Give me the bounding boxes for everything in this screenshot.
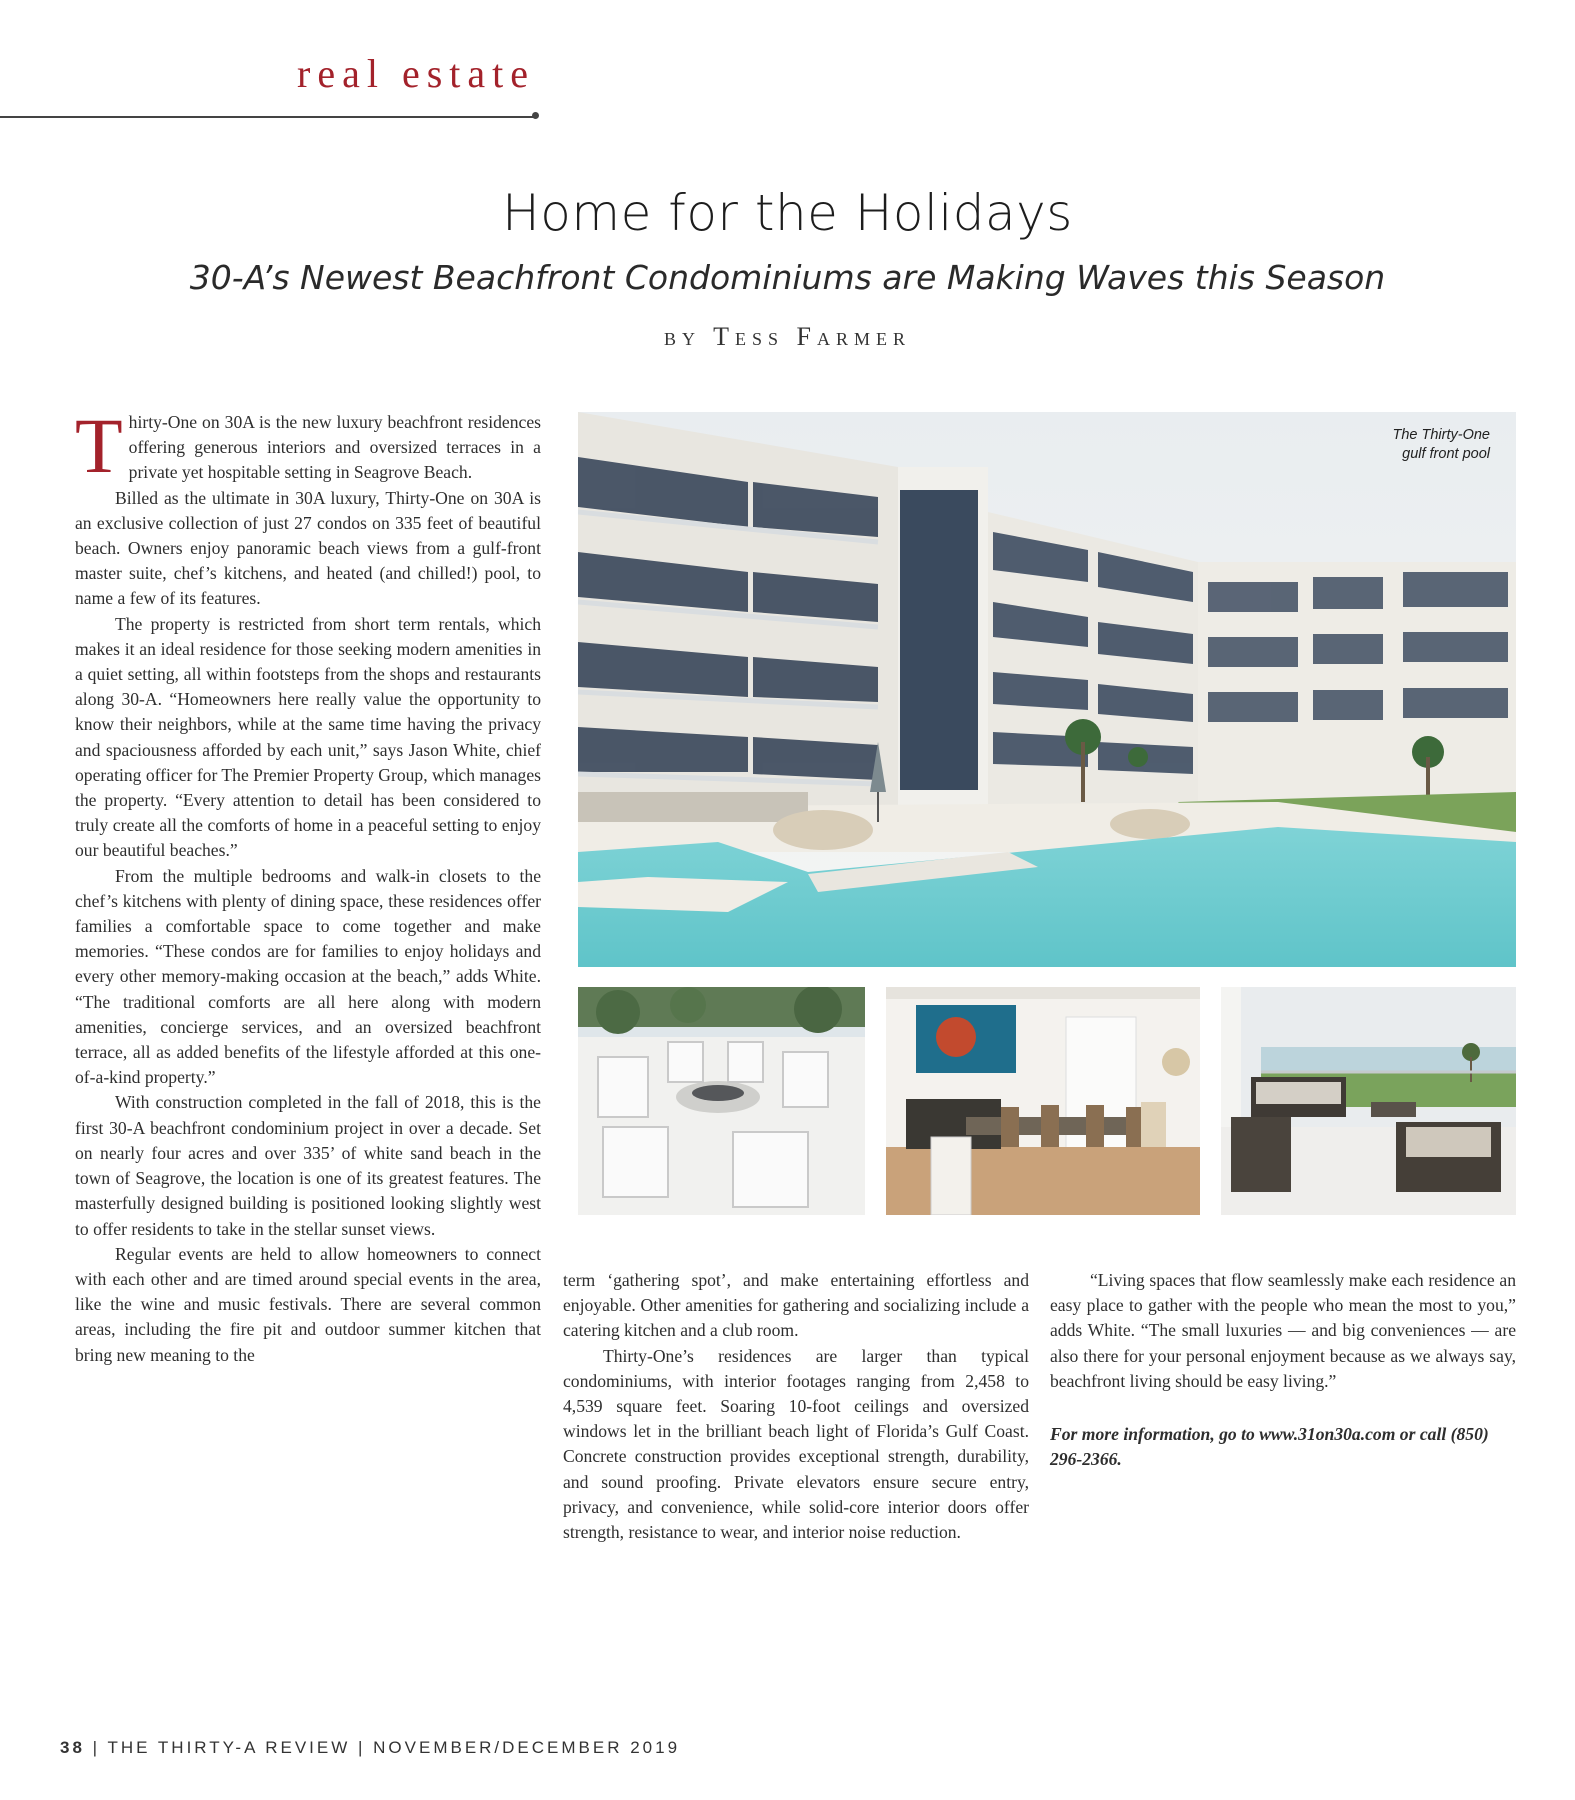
article-subtitle: 30-A’s Newest Beachfront Condominiums are Making Waves this Season <box>189 258 1386 297</box>
header-rule <box>0 116 538 118</box>
photo-dining-room <box>886 987 1200 1215</box>
article-column-3 <box>1050 1268 1516 1472</box>
page-number: 38 <box>60 1738 85 1757</box>
contact-info: For more information, go to www.31on30a.com or call (850) 296-2366. <box>1050 1424 1489 1470</box>
section-label: real estate <box>297 51 535 96</box>
paragraph-6: Regular events are held to allow homeowners to connect with each other and are timed around special events in the area, like the wine and music festivals. There are several common areas, including the fire pit and outdoor summer kitchen that bring new meaning to the <box>75 1243 541 1365</box>
dining-room-image <box>886 987 1200 1215</box>
article-byline: by Tess Farmer <box>664 322 911 351</box>
fire-pit-image <box>578 987 865 1215</box>
paragraph-3: The property is restricted from short term rentals, which makes it an ideal residence for those seeking modern amenities in a quiet setting, all within footsteps from the shops and restaurants along 30-A. “Homeowners here really value the opportunity to know their neighbors, while at the same time having the privacy and spaciousness afforded by each unit,” says Jason White, chief operating officer for The Premier Property Group, which manages the property. “Every attention to detail has been considered to truly create all the comforts of home in a peaceful setting to enjoy our beautiful beaches.” <box>75 613 541 861</box>
page-footer <box>60 1738 680 1758</box>
paragraph-7: Thirty-One’s residences are larger than typical condominiums, with interior footages ranging from 2,458 to 4,539 square feet. Soaring 10-foot ceilings and oversized windows let in the brilliant beach light of Florida’s Gulf Coast. Concrete construction provides exceptional strength, durability, and sound proofing. Private elevators ensure secure entry, privacy, and convenience, while solid-core interior doors offer strength, resistance to wear, and interior noise reduction. <box>563 1345 1029 1543</box>
main-photo-pool <box>578 412 1516 967</box>
paragraph-6-continued: term ‘gathering spot’, and make entertaining effortless and enjoyable. Other amenities for gathering and socializing include a catering kitchen and a club room. <box>563 1270 1029 1341</box>
paragraph-1: Thirty-One on 30A is the new luxury beachfront residences offering generous interiors and oversized terraces in a private yet hospitable setting in Seagrove Beach. <box>75 402 541 489</box>
paragraph-4: From the multiple bedrooms and walk-in closets to the chef’s kitchens with plenty of dining space, these residences offer families a comfortable space to come together and make memories. “These condos are for families to enjoy holidays and every other memory-making occasion at the beach,” adds White. “The traditional comforts are all here along with modern amenities, concierge services, and an oversized beachfront terrace, all as added benefits of the lifestyle afforded at this one-of-a-kind property.” <box>75 865 541 1088</box>
paragraph-8: “Living spaces that flow seamlessly make each residence an easy place to gather with the people who mean the most to you,” adds White. “The small luxuries — and big conveniences — are also there for your personal enjoyment because as we always say, beachfront living should be easy living.” <box>1050 1270 1516 1391</box>
article-column-2 <box>563 1268 1029 1545</box>
footer-separator: | <box>92 1738 108 1757</box>
photo-terrace <box>1221 987 1516 1215</box>
article-column-1 <box>75 402 541 1368</box>
photo-fire-pit <box>578 987 865 1215</box>
paragraph-2: Billed as the ultimate in 30A luxury, Thirty-One on 30A is an exclusive collection of just 27 condos on 335 feet of beautiful beach. Owners enjoy panoramic beach views from a gulf-front master suite, chef’s kitchens, and heated (and chilled!) pool, to name a few of its features. <box>75 487 541 609</box>
article-title: Home for the Holidays <box>502 184 1073 242</box>
header-rule-dot <box>532 112 539 119</box>
paragraph-5: With construction completed in the fall of 2018, this is the first 30-A beachfront condominium project in over a decade. Set on nearly four acres and over 335’ of white sand beach in the town of Seagrove, the location is one of its greatest features. The masterfully designed building is positioned looking slightly west to offer residents to take in the stellar sunset views. <box>75 1092 541 1239</box>
publication-line: THE THIRTY-A REVIEW | NOVEMBER/DECEMBER 2019 <box>107 1738 681 1757</box>
main-photo-caption: The Thirty-One gulf front pool <box>1392 427 1490 462</box>
terrace-image <box>1221 987 1516 1215</box>
drop-cap: T <box>75 402 123 489</box>
pool-building-image <box>578 412 1516 967</box>
